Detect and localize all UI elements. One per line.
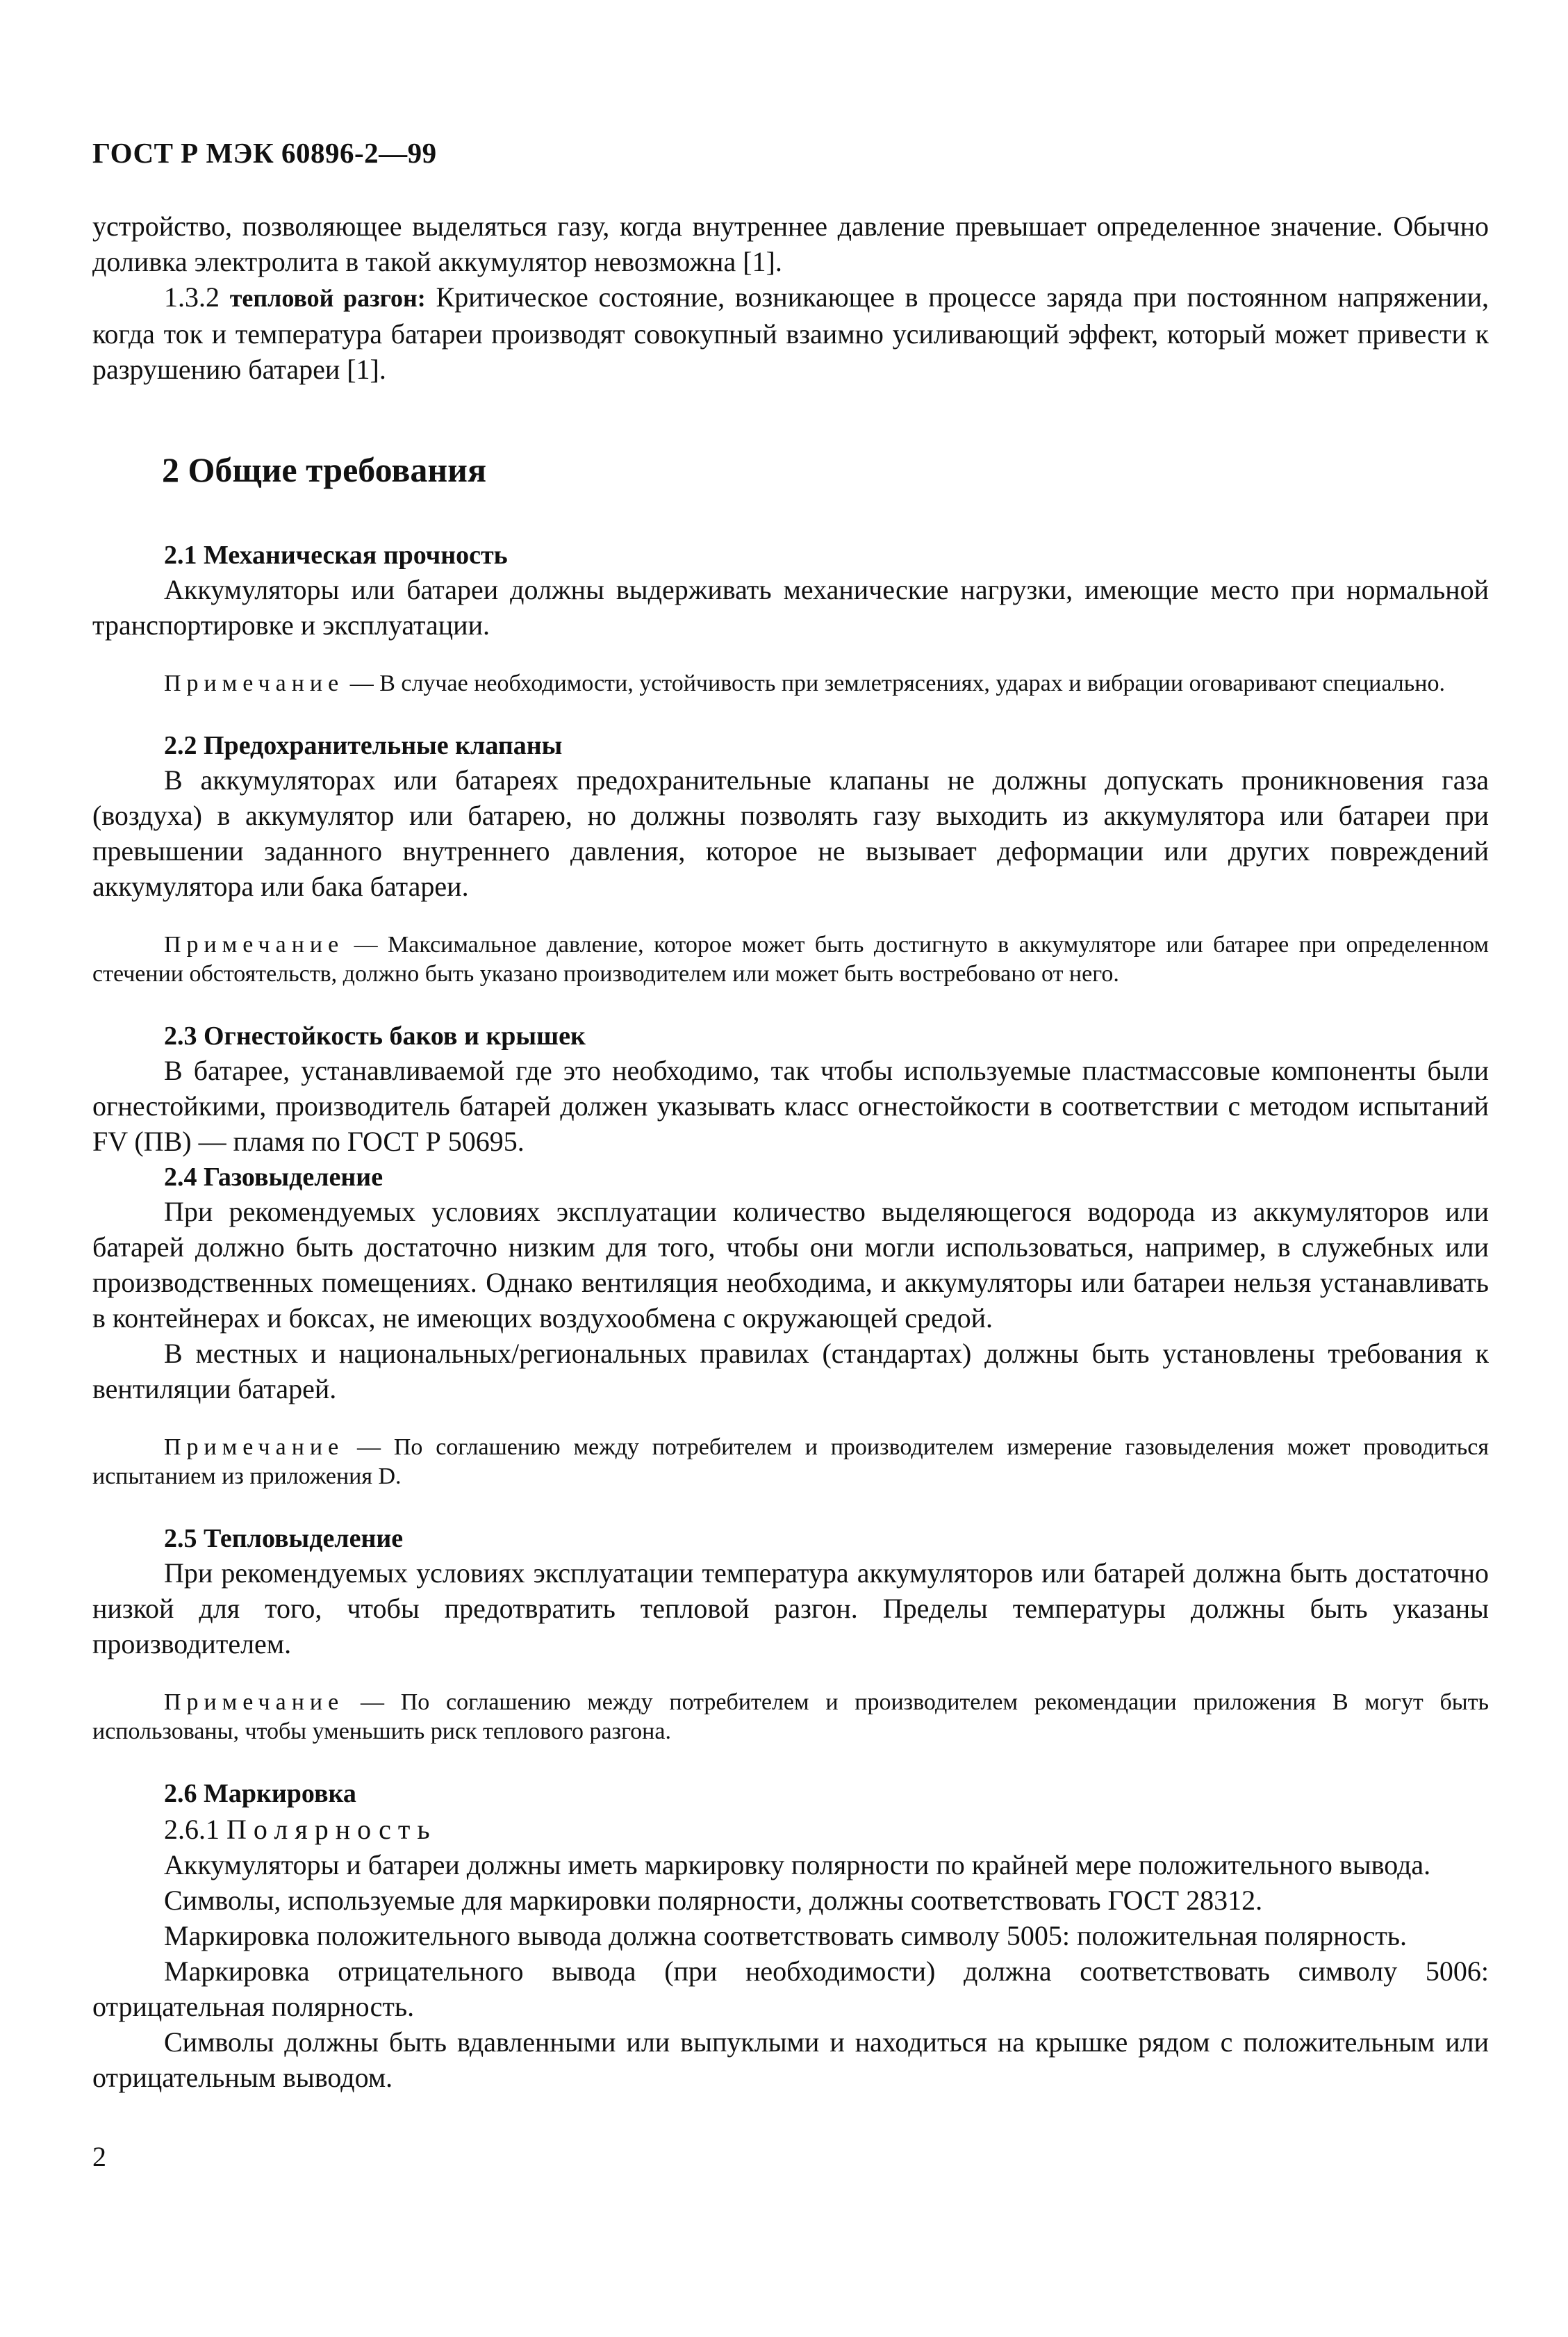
subsection-text: В аккумуляторах или батареях предохранительные клапаны не должны допускать проникновения газа (воздуха) в аккумулятор или батарею, но должны позволять газу выходить из аккумулятора или батареи при превышении заданного внутреннего давления, которое не вызывает деформации или других повреждений аккумулятора или бака батареи. — [92, 764, 1489, 902]
definition-paragraph — [92, 279, 1489, 387]
note-label: Примечание — [164, 671, 345, 696]
page-number: 2 — [92, 2141, 106, 2172]
subsection-text: Аккумуляторы или батареи должны выдерживать механические нагрузки, имеющие место при нормальной транспортировке и эксплуатации. — [92, 574, 1489, 641]
subsection-text: В местных и национальных/региональных правилах (стандартах) должны быть установлены требования к вентиляции батарей. — [92, 1338, 1489, 1404]
definition-term: тепловой разгон: — [229, 284, 426, 312]
note — [92, 1433, 1489, 1491]
section-title: 2 Общие требования — [162, 450, 487, 489]
subsection-title: 2.1 Механическая прочность — [164, 541, 508, 570]
note-text: — По соглашению между потребителем и производителем измерение газовыделения может проводиться испытанием из приложения D. — [92, 1434, 1489, 1489]
subsection-text: Символы, используемые для маркировки полярности, должны соответствовать ГОСТ 28312. — [164, 1885, 1263, 1916]
page-body — [92, 208, 1489, 2095]
definition-number: 1.3.2 — [164, 281, 220, 313]
subsection-text: Аккумуляторы и батареи должны иметь маркировку полярности по крайней мере положительного вывода. — [164, 1849, 1431, 1880]
document-header: ГОСТ Р МЭК 60896-2—99 — [92, 137, 437, 169]
definition-text: Критическое состояние, возникающее в процессе заряда при постоянном напряжении, когда ток и температура батареи производят совокупный взаимно усиливающий эффект, который может привести к разрушению батареи [1]. — [92, 281, 1489, 385]
subsection-text: При рекомендуемых условиях эксплуатации количество выделяющегося водорода из аккумуляторов или батарей должно быть достаточно низким для того, чтобы они могли использоваться, например, в служебных или производственных помещениях. Однако вентиляция необходима, и аккумуляторы или батареи нельзя устанавливать в контейнерах и боксах, не имеющих воздухообмена с окружающей средой. — [92, 1196, 1489, 1334]
subsubsection-number: 2.6.1 — [164, 1814, 220, 1845]
note-text: — По соглашению между потребителем и производителем рекомендации приложения В могут быть использованы, чтобы уменьшить риск теплового разгона. — [92, 1689, 1489, 1744]
subsection-text: Маркировка отрицательного вывода (при необходимости) должна соответствовать символу 5006: отрицательная полярность. — [92, 1955, 1489, 2022]
note — [92, 1688, 1489, 1746]
note-text: — В случае необходимости, устойчивость при землетрясениях, ударах и вибрации оговаривают специально. — [344, 671, 1445, 696]
subsection-text: Маркировка положительного вывода должна соответствовать символу 5005: положительная полярность. — [164, 1920, 1408, 1951]
subsection-text: В батарее, устанавливаемой где это необходимо, так чтобы используемые пластмассовые компоненты были огнестойкими, производитель батарей должен указывать класс огнестойкости в соответствии с методом испытаний FV (ПВ) — пламя по ГОСТ Р 50695. — [92, 1055, 1489, 1157]
subsection-title: 2.4 Газовыделение — [164, 1163, 383, 1192]
note-label: Примечание — [164, 1689, 345, 1715]
subsection-text: Символы должны быть вдавленными или выпуклыми и находиться на крышке рядом с положительным или отрицательным выводом. — [92, 2026, 1489, 2093]
note-label: Примечание — [164, 1434, 345, 1460]
subsubsection-title: Полярность — [226, 1814, 437, 1845]
subsection-title: 2.5 Тепловыделение — [164, 1524, 404, 1553]
subsection-title: 2.2 Предохранительные клапаны — [164, 731, 563, 760]
intro-paragraph: устройство, позволяющее выделяться газу, когда внутреннее давление превышает определенное значение. Обычно доливка электролита в такой аккумулятор невозможна [1]. — [92, 211, 1489, 277]
note — [92, 669, 1489, 698]
note — [92, 930, 1489, 989]
subsubsection-heading — [92, 1812, 1489, 1847]
subsection-text: При рекомендуемых условиях эксплуатации температура аккумуляторов или батарей должна быть достаточно низкой для того, чтобы предотвратить тепловой разгон. Пределы температуры должны быть указаны производителем. — [92, 1557, 1489, 1659]
note-text: — Максимальное давление, которое может быть достигнуто в аккумуляторе или батарее при определенном стечении обстоятельств, должно быть указано производителем или может быть востребовано от него. — [92, 932, 1489, 987]
subsection-title: 2.6 Маркировка — [164, 1779, 356, 1808]
note-label: Примечание — [164, 932, 345, 958]
subsection-title: 2.3 Огнестойкость баков и крышек — [164, 1022, 586, 1051]
